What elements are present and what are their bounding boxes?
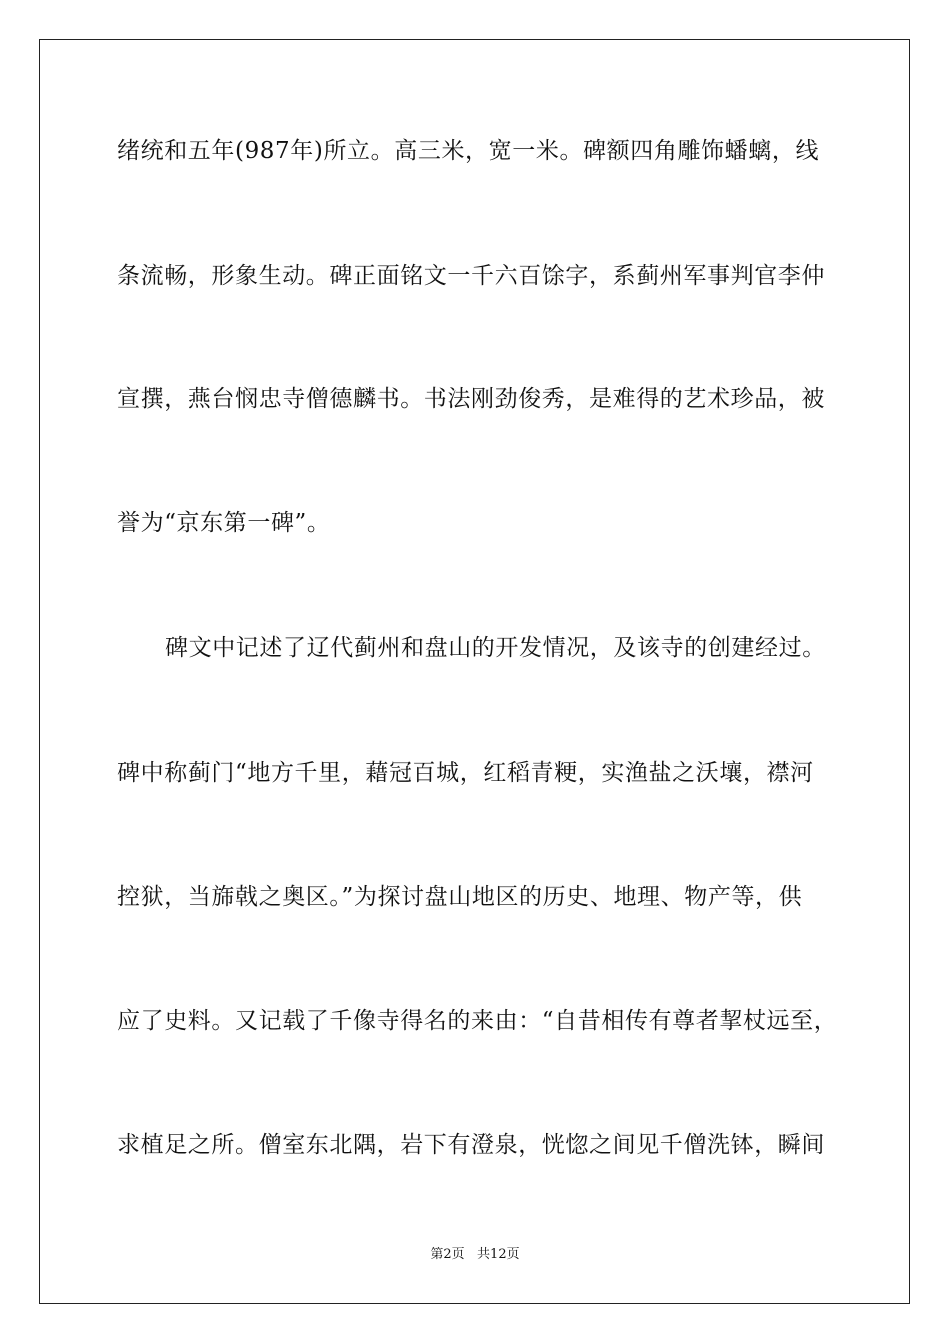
text-line: 条流畅，形象生动。碑正面铭文一千六百馀字，系蓟州军事判官李仲 xyxy=(117,263,825,289)
text-line: 应了史料。又记载了千像寺得名的来由：“自昔相传有尊者挈杖远至， xyxy=(117,1008,838,1034)
text-line: 宣撰，燕台悯忠寺僧德麟书。书法刚劲俊秀，是难得的艺术珍品，被 xyxy=(117,386,825,412)
page-number-footer: 第2页 共12页 xyxy=(430,1247,520,1262)
text-line: 绪统和五年(987年)所立。高三米，宽一米。碑额四角雕饰蟠螭，线 xyxy=(117,138,820,164)
page-border xyxy=(39,39,910,1304)
text-line: 碑中称蓟门“地方千里，藉冠百城，红稻青粳，实渔盐之沃壤，襟河 xyxy=(117,760,814,786)
text-line: 求植足之所。僧室东北隅，岩下有澄泉，恍惚之间见千僧洗钵，瞬间 xyxy=(117,1132,825,1158)
text-line: 控狱，当旆戟之奥区。”为探讨盘山地区的历史、地理、物产等，供 xyxy=(117,884,803,910)
paragraph-first-line: 碑文中记述了辽代蓟州和盘山的开发情况，及该寺的创建经过。 xyxy=(165,635,826,661)
text-line: 誉为“京东第一碑”。 xyxy=(117,510,331,536)
